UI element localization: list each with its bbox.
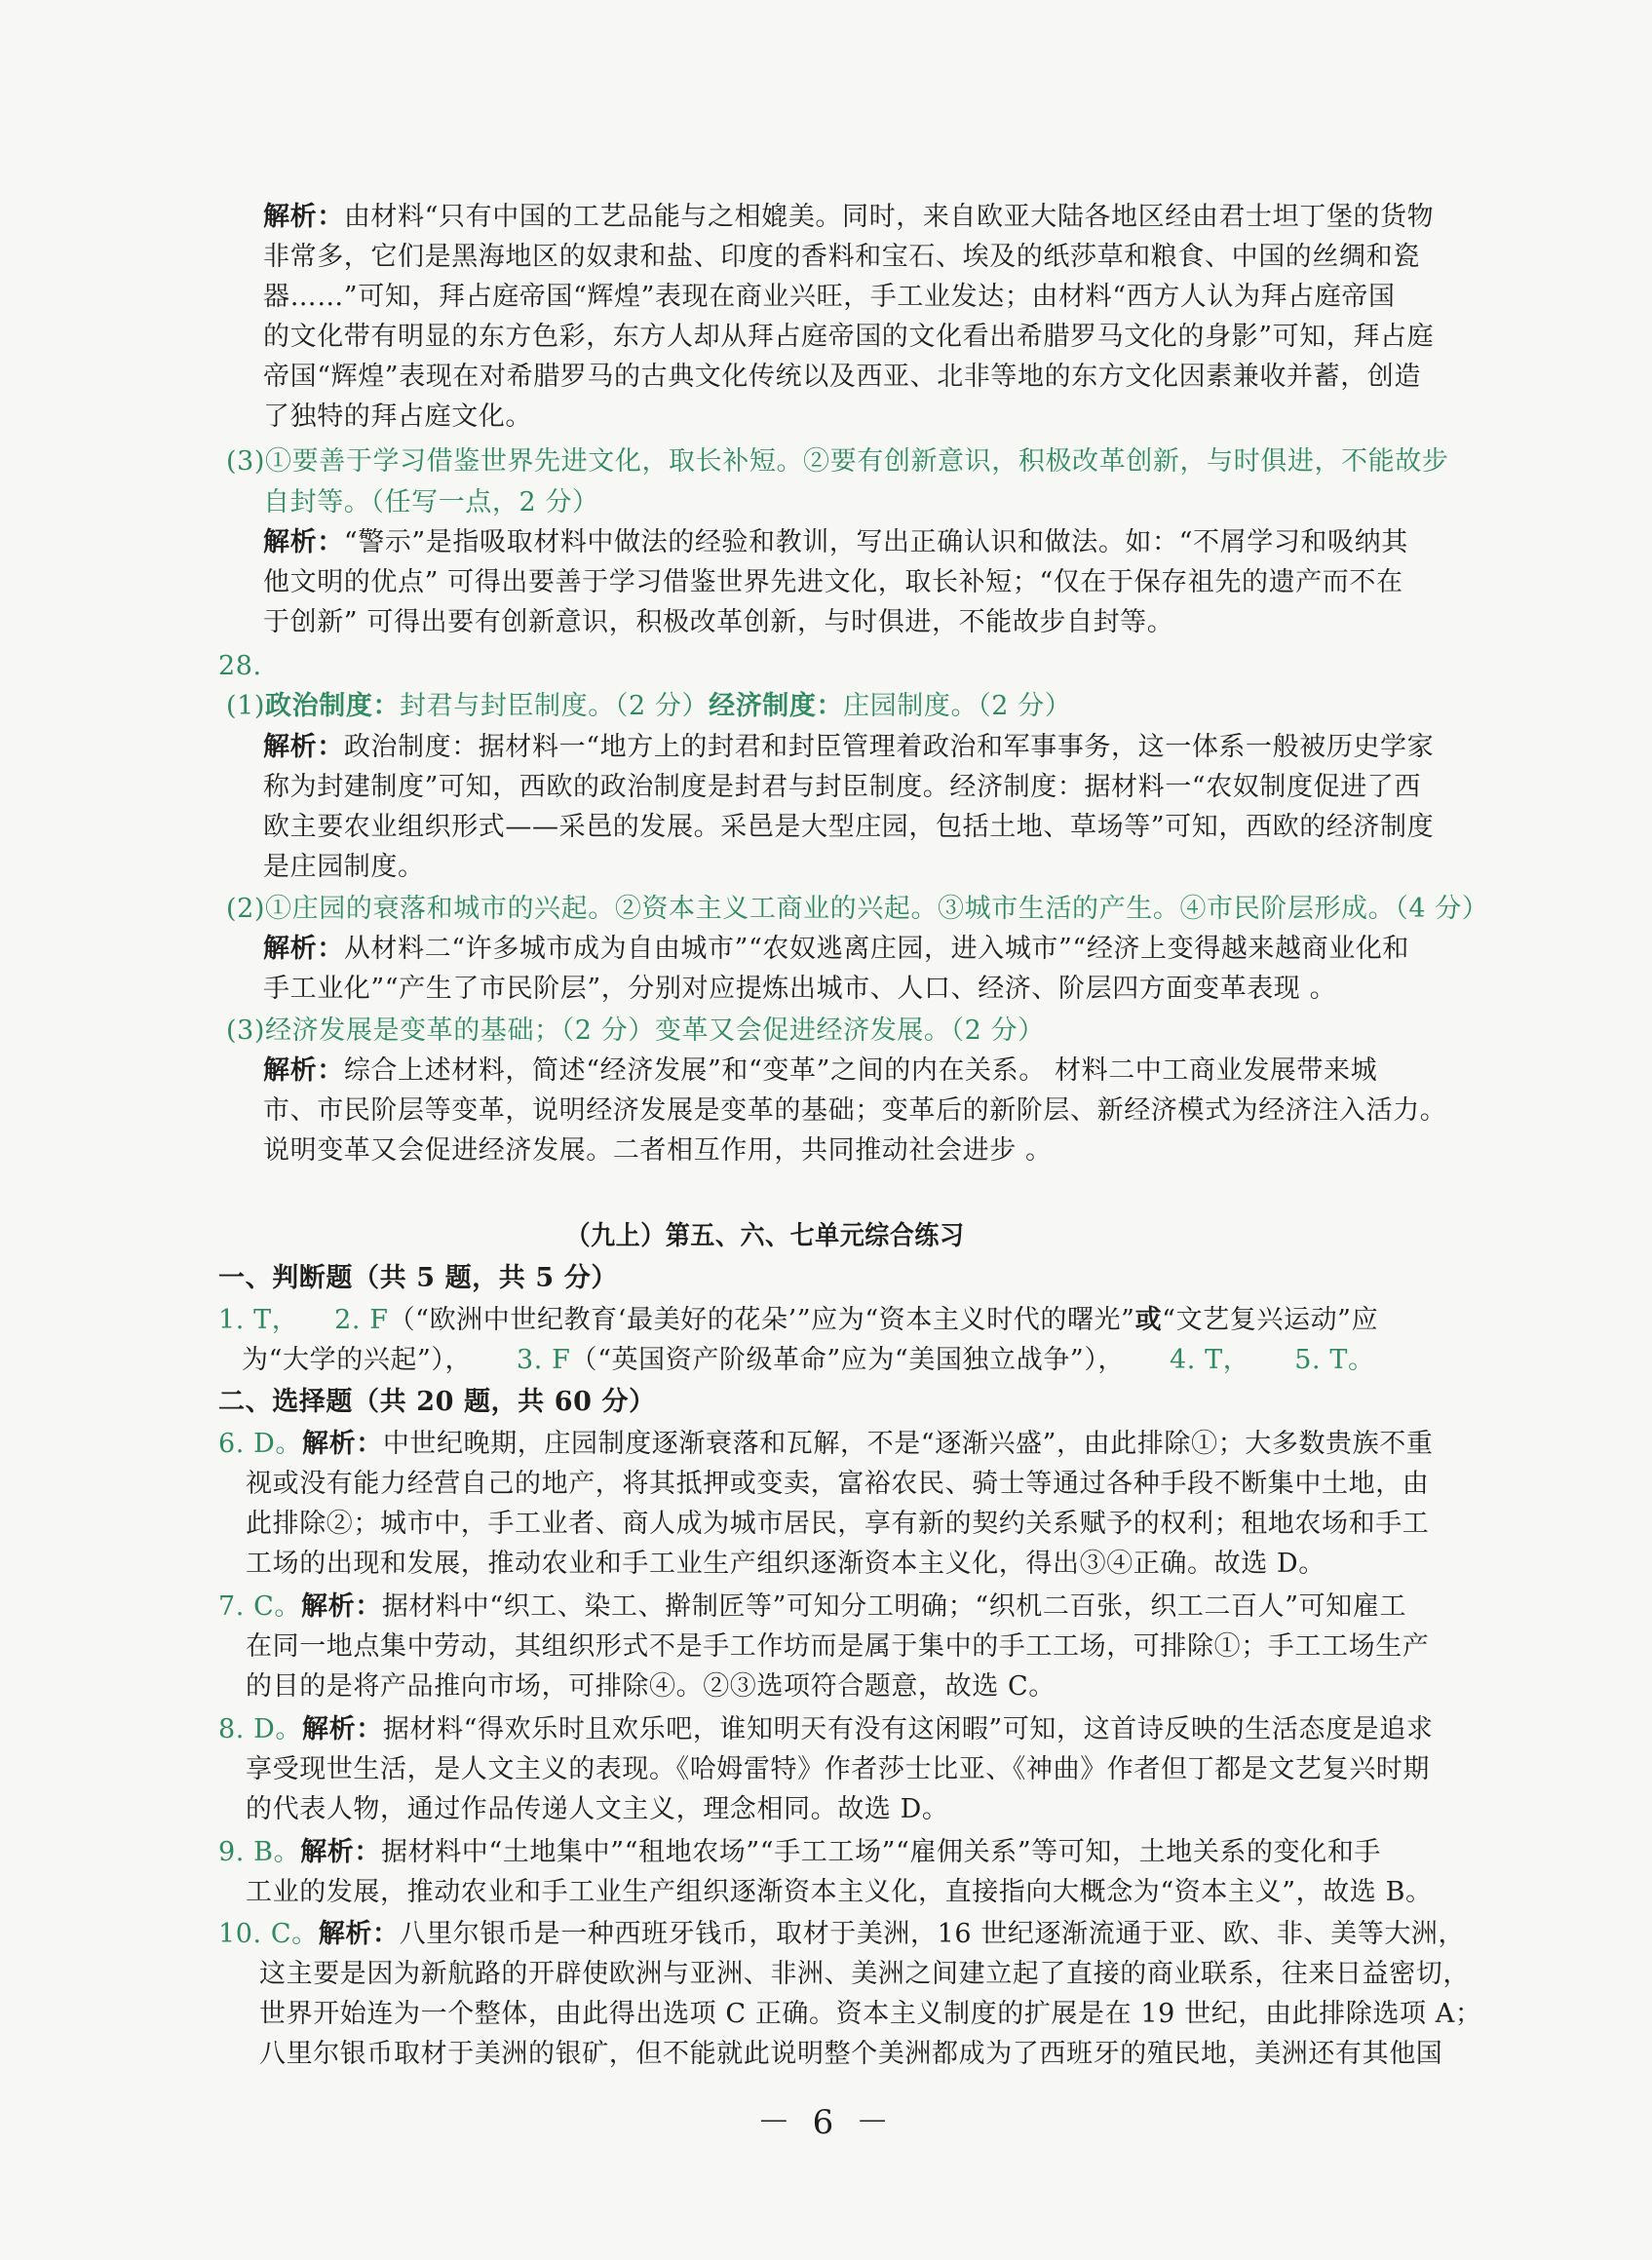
answer-line: (3)①要善于学习借鉴世界先进文化，取长补短。②要有创新意识，积极改革创新，与时俱进，不能故步 bbox=[226, 446, 1449, 477]
section-title: （九上）第五、六、七单元综合练习 bbox=[565, 1221, 965, 1251]
choice-heading: 二、选择题（共 20 题，共 60 分） bbox=[218, 1387, 656, 1417]
analysis-line: 欧主要农业组织形式——采邑的发展。采邑是大型庄园，包括土地、草场等”可知，西欧的经济制度 bbox=[263, 812, 1435, 842]
page-number: － 6 － bbox=[756, 2103, 896, 2142]
analysis-line: 器……”可知，拜占庭帝国“辉煌”表现在商业兴旺，手工业发达；由材料“西方人认为拜占庭帝国 bbox=[263, 282, 1396, 312]
analysis-label: 解析： bbox=[263, 732, 344, 762]
judge-answers-line: 为“大学的兴起”）， 3. F（“英国资产阶级革命”应为“美国独立战争”）， 4. T， 5. T。 bbox=[242, 1345, 1375, 1375]
analysis-label: 解析： bbox=[300, 1837, 381, 1867]
analysis-line: 解析：从材料二“许多城市成为自由城市”“农奴逃离庄园，进入城市”“经济上变得越来越商业化和 bbox=[263, 934, 1410, 964]
analysis-line: 解析：由材料“只有中国的工艺品能与之相媲美。同时，来自欧亚大陆各地区经由君士坦丁堡的货物 bbox=[263, 202, 1435, 232]
analysis-label: 解析： bbox=[263, 1055, 344, 1086]
analysis-line: 的文化带有明显的东方色彩，东方人却从拜占庭帝国的文化看出希腊罗马文化的身影”可知，拜占庭 bbox=[263, 322, 1435, 352]
analysis-line: 了独特的拜占庭文化。 bbox=[263, 402, 532, 432]
analysis-line: 他文明的优点” 可得出要善于学习借鉴世界先进文化，取长补短；“仅在于保存祖先的遗产而不在 bbox=[263, 567, 1403, 597]
choice-item: 9. B。解析：据材料中“土地集中”“租地农场”“手工工场”“雇佣关系”等可知，土地关系的变化和手 bbox=[218, 1837, 1382, 1867]
choice-line: 工场的出现和发展，推动农业和手工业生产组织逐渐资本主义化，得出③④正确。故选 D。 bbox=[246, 1549, 1325, 1579]
analysis-label: 解析： bbox=[302, 1714, 383, 1744]
choice-item: 6. D。解析：中世纪晚期，庄园制度逐渐衰落和瓦解，不是“逐渐兴盛”，由此排除①；大多数贵族不重 bbox=[218, 1429, 1434, 1459]
analysis-line: 解析：政治制度：据材料一“地方上的封君和封臣管理着政治和军事事务，这一体系一般被历史学家 bbox=[263, 732, 1435, 762]
answer-line: 自封等。（任写一点，2 分） bbox=[263, 487, 599, 517]
choice-line: 此排除②；城市中，手工业者、商人成为城市居民，享有新的契约关系赋予的权利；租地农场和手工 bbox=[246, 1509, 1430, 1539]
analysis-line: 于创新” 可得出要有创新意识，积极改革创新，与时俱进，不能故步自封等。 bbox=[263, 607, 1174, 637]
analysis-line: 说明变革又会促进经济发展。二者相互作用，共同推动社会进步 。 bbox=[263, 1135, 1053, 1166]
analysis-line: 市、市民阶层等变革，说明经济发展是变革的基础；变革后的新阶层、新经济模式为经济注入活力。 bbox=[263, 1095, 1447, 1126]
analysis-line: 帝国“辉煌”表现在对希腊罗马的古典文化传统以及西亚、北非等地的东方文化因素兼收并蓄，创造 bbox=[263, 362, 1422, 392]
analysis-label: 解析： bbox=[263, 527, 344, 557]
choice-item: 8. D。解析：据材料“得欢乐时且欢乐吧，谁知明天有没有这闲暇”可知，这首诗反映的生活态度是追求 bbox=[218, 1714, 1434, 1744]
analysis-label: 解析： bbox=[263, 202, 344, 232]
choice-item: 7. C。解析：据材料中“织工、染工、擀制匠等”可知分工明确；“织机二百张，织工二百人”可知雇工 bbox=[218, 1591, 1407, 1622]
analysis-label: 解析： bbox=[301, 1591, 382, 1622]
judge-answers-line: 1. T， 2. F（“欧洲中世纪教育‘最美好的花朵’”应为“资本主义时代的曙光”或“文艺复兴运动”应 bbox=[218, 1305, 1379, 1335]
analysis-line: 非常多，它们是黑海地区的奴隶和盐、印度的香料和宝石、埃及的纸莎草和粮食、中国的丝绸和瓷 bbox=[263, 242, 1420, 272]
choice-line: 八里尔银币取材于美洲的银矿，但不能就此说明整个美洲都成为了西班牙的殖民地，美洲还有其他国 bbox=[259, 2039, 1443, 2069]
choice-line: 在同一地点集中劳动，其组织形式不是手工作坊而是属于集中的手工工场，可排除①；手工工场生产 bbox=[246, 1631, 1430, 1662]
choice-item: 10. C。解析：八里尔银币是一种西班牙钱币，取材于美洲，16 世纪逐渐流通于亚、欧、非、美等大洲， bbox=[218, 1919, 1466, 1949]
choice-line: 享受现世生活，是人文主义的表现。《哈姆雷特》作者莎士比亚、《神曲》作者但丁都是文艺复兴时期 bbox=[246, 1754, 1430, 1784]
analysis-label: 解析： bbox=[302, 1429, 383, 1459]
analysis-label: 解析： bbox=[318, 1919, 400, 1949]
judge-heading: 一、判断题（共 5 题，共 5 分） bbox=[218, 1263, 618, 1293]
analysis-line: 称为封建制度”可知，西欧的政治制度是封君与封臣制度。经济制度：据材料一“农奴制度促进了西 bbox=[263, 772, 1422, 802]
answer-line: (3)经济发展是变革的基础；（2 分）变革又会促进经济发展。（2 分） bbox=[226, 1015, 1045, 1046]
answer-line: (1)政治制度：封君与封臣制度。（2 分）经济制度：庄园制度。（2 分） bbox=[226, 691, 1072, 721]
answer-line: (2)①庄园的衰落和城市的兴起。②资本主义工商业的兴起。③城市生活的产生。④市民阶层形成。（4 分） bbox=[226, 894, 1489, 924]
choice-line: 世界开始连为一个整体，由此得出选项 C 正确。资本主义制度的扩展是在 19 世纪，由此排除选项 A； bbox=[259, 1999, 1482, 2029]
choice-line: 工业的发展，推动农业和手工业生产组织逐渐资本主义化，直接指向大概念为“资本主义”，故选 B。 bbox=[246, 1877, 1433, 1907]
analysis-line: 解析：综合上述材料，简述“经济发展”和“变革”之间的内在关系。 材料二中工商业发展带来城 bbox=[263, 1055, 1378, 1086]
question-number: 28. bbox=[218, 651, 262, 681]
analysis-line: 是庄园制度。 bbox=[263, 852, 425, 882]
choice-line: 视或没有能力经营自己的地产，将其抵押或变卖，富裕农民、骑士等通过各种手段不断集中土地，由 bbox=[246, 1469, 1430, 1499]
analysis-line: 解析：“警示”是指吸取材料中做法的经验和教训，写出正确认识和做法。如：“不屑学习和吸纳其 bbox=[263, 527, 1408, 557]
choice-line: 的代表人物，通过作品传递人文主义，理念相同。故选 D。 bbox=[246, 1794, 949, 1824]
analysis-line: 手工业化”“产生了市民阶层”，分别对应提炼出城市、人口、经济、阶层四方面变革表现 。 bbox=[263, 974, 1337, 1004]
choice-line: 这主要是因为新航路的开辟使欧洲与亚洲、非洲、美洲之间建立起了直接的商业联系，往来日益密切， bbox=[259, 1959, 1470, 1989]
analysis-label: 解析： bbox=[263, 934, 344, 964]
choice-line: 的目的是将产品推向市场，可排除④。②③选项符合题意，故选 C。 bbox=[246, 1671, 1056, 1702]
